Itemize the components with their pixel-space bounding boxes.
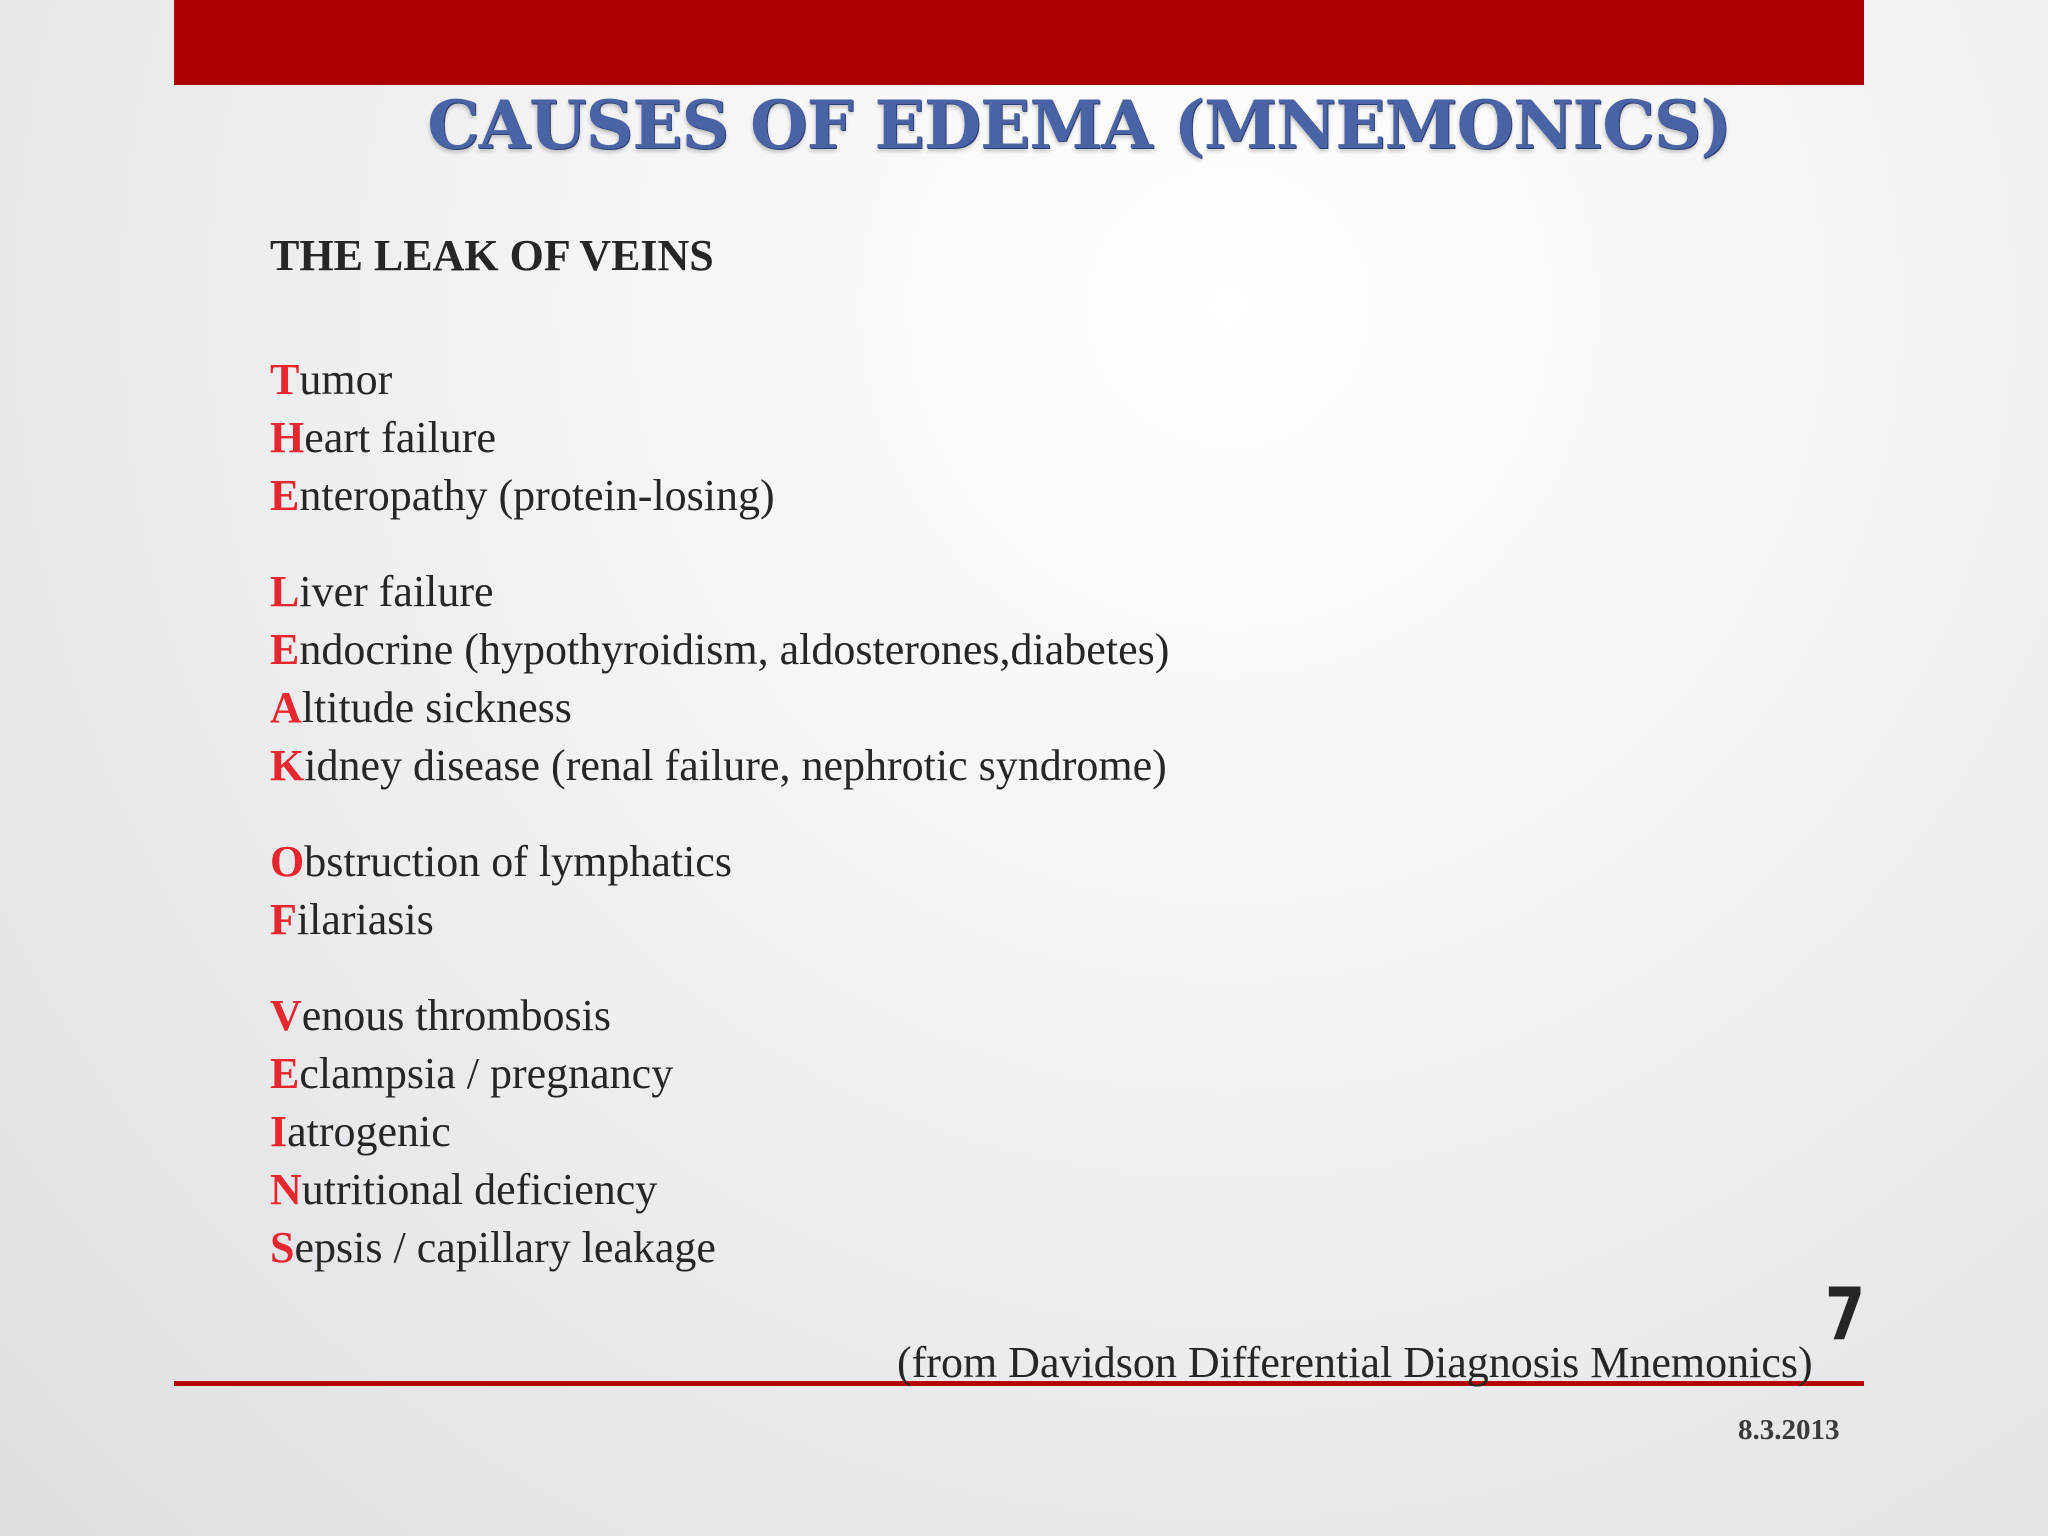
list-item — [270, 621, 1169, 679]
mnemonic-group-the — [270, 351, 1169, 525]
list-item — [270, 351, 1169, 409]
item-text: umor — [299, 355, 393, 404]
item-text: epsis / capillary leakage — [294, 1223, 716, 1272]
item-initial: I — [270, 1107, 288, 1156]
slide-page-number: 7 — [1825, 1272, 1866, 1356]
list-item — [270, 1161, 1169, 1219]
item-text: ilariasis — [296, 895, 434, 944]
list-item — [270, 987, 1169, 1045]
item-initial: T — [270, 355, 300, 404]
item-text: eart failure — [304, 413, 496, 462]
slide-date: 8.3.2013 — [1738, 1414, 1840, 1446]
item-initial: E — [270, 471, 300, 520]
list-item — [270, 1103, 1169, 1161]
item-initial: E — [270, 1049, 300, 1098]
slide-title: CAUSES OF EDEMA (MNEMONICS) — [427, 86, 1731, 164]
mnemonic-group-leak — [270, 563, 1169, 795]
item-initial: O — [270, 837, 305, 886]
list-item — [270, 1045, 1169, 1103]
item-initial: S — [270, 1223, 295, 1272]
item-text: enous thrombosis — [301, 991, 612, 1040]
item-initial: E — [270, 625, 300, 674]
item-text: iver failure — [299, 567, 494, 616]
item-initial: A — [270, 683, 302, 732]
item-initial: L — [270, 567, 300, 616]
top-accent-bar — [174, 0, 1864, 85]
item-initial: V — [270, 991, 302, 1040]
item-initial: H — [270, 413, 305, 462]
list-item — [270, 1219, 1169, 1277]
item-text: idney disease (renal failure, nephrotic syndrome) — [304, 741, 1167, 790]
list-item — [270, 467, 1169, 525]
item-text: clampsia / pregnancy — [299, 1049, 674, 1098]
list-item — [270, 679, 1169, 737]
item-text: utritional deficiency — [301, 1165, 658, 1214]
mnemonic-list — [270, 351, 1169, 1315]
item-initial: K — [270, 741, 305, 790]
item-text: ltitude sickness — [301, 683, 572, 732]
mnemonic-group-of — [270, 833, 1169, 949]
item-text: atrogenic — [287, 1107, 451, 1156]
item-text: ndocrine (hypothyroidism, aldosterones,diabetes) — [299, 625, 1170, 674]
list-item — [270, 409, 1169, 467]
list-item — [270, 563, 1169, 621]
list-item — [270, 891, 1169, 949]
item-text: bstruction of lymphatics — [304, 837, 732, 886]
item-initial: N — [270, 1165, 302, 1214]
source-citation: (from Davidson Differential Diagnosis Mnemonics) — [897, 1338, 1813, 1387]
list-item — [270, 737, 1169, 795]
mnemonic-heading: THE LEAK OF VEINS — [270, 231, 714, 280]
item-text: nteropathy (protein-losing) — [299, 471, 775, 520]
item-initial: F — [270, 895, 297, 944]
list-item — [270, 833, 1169, 891]
mnemonic-group-veins — [270, 987, 1169, 1277]
